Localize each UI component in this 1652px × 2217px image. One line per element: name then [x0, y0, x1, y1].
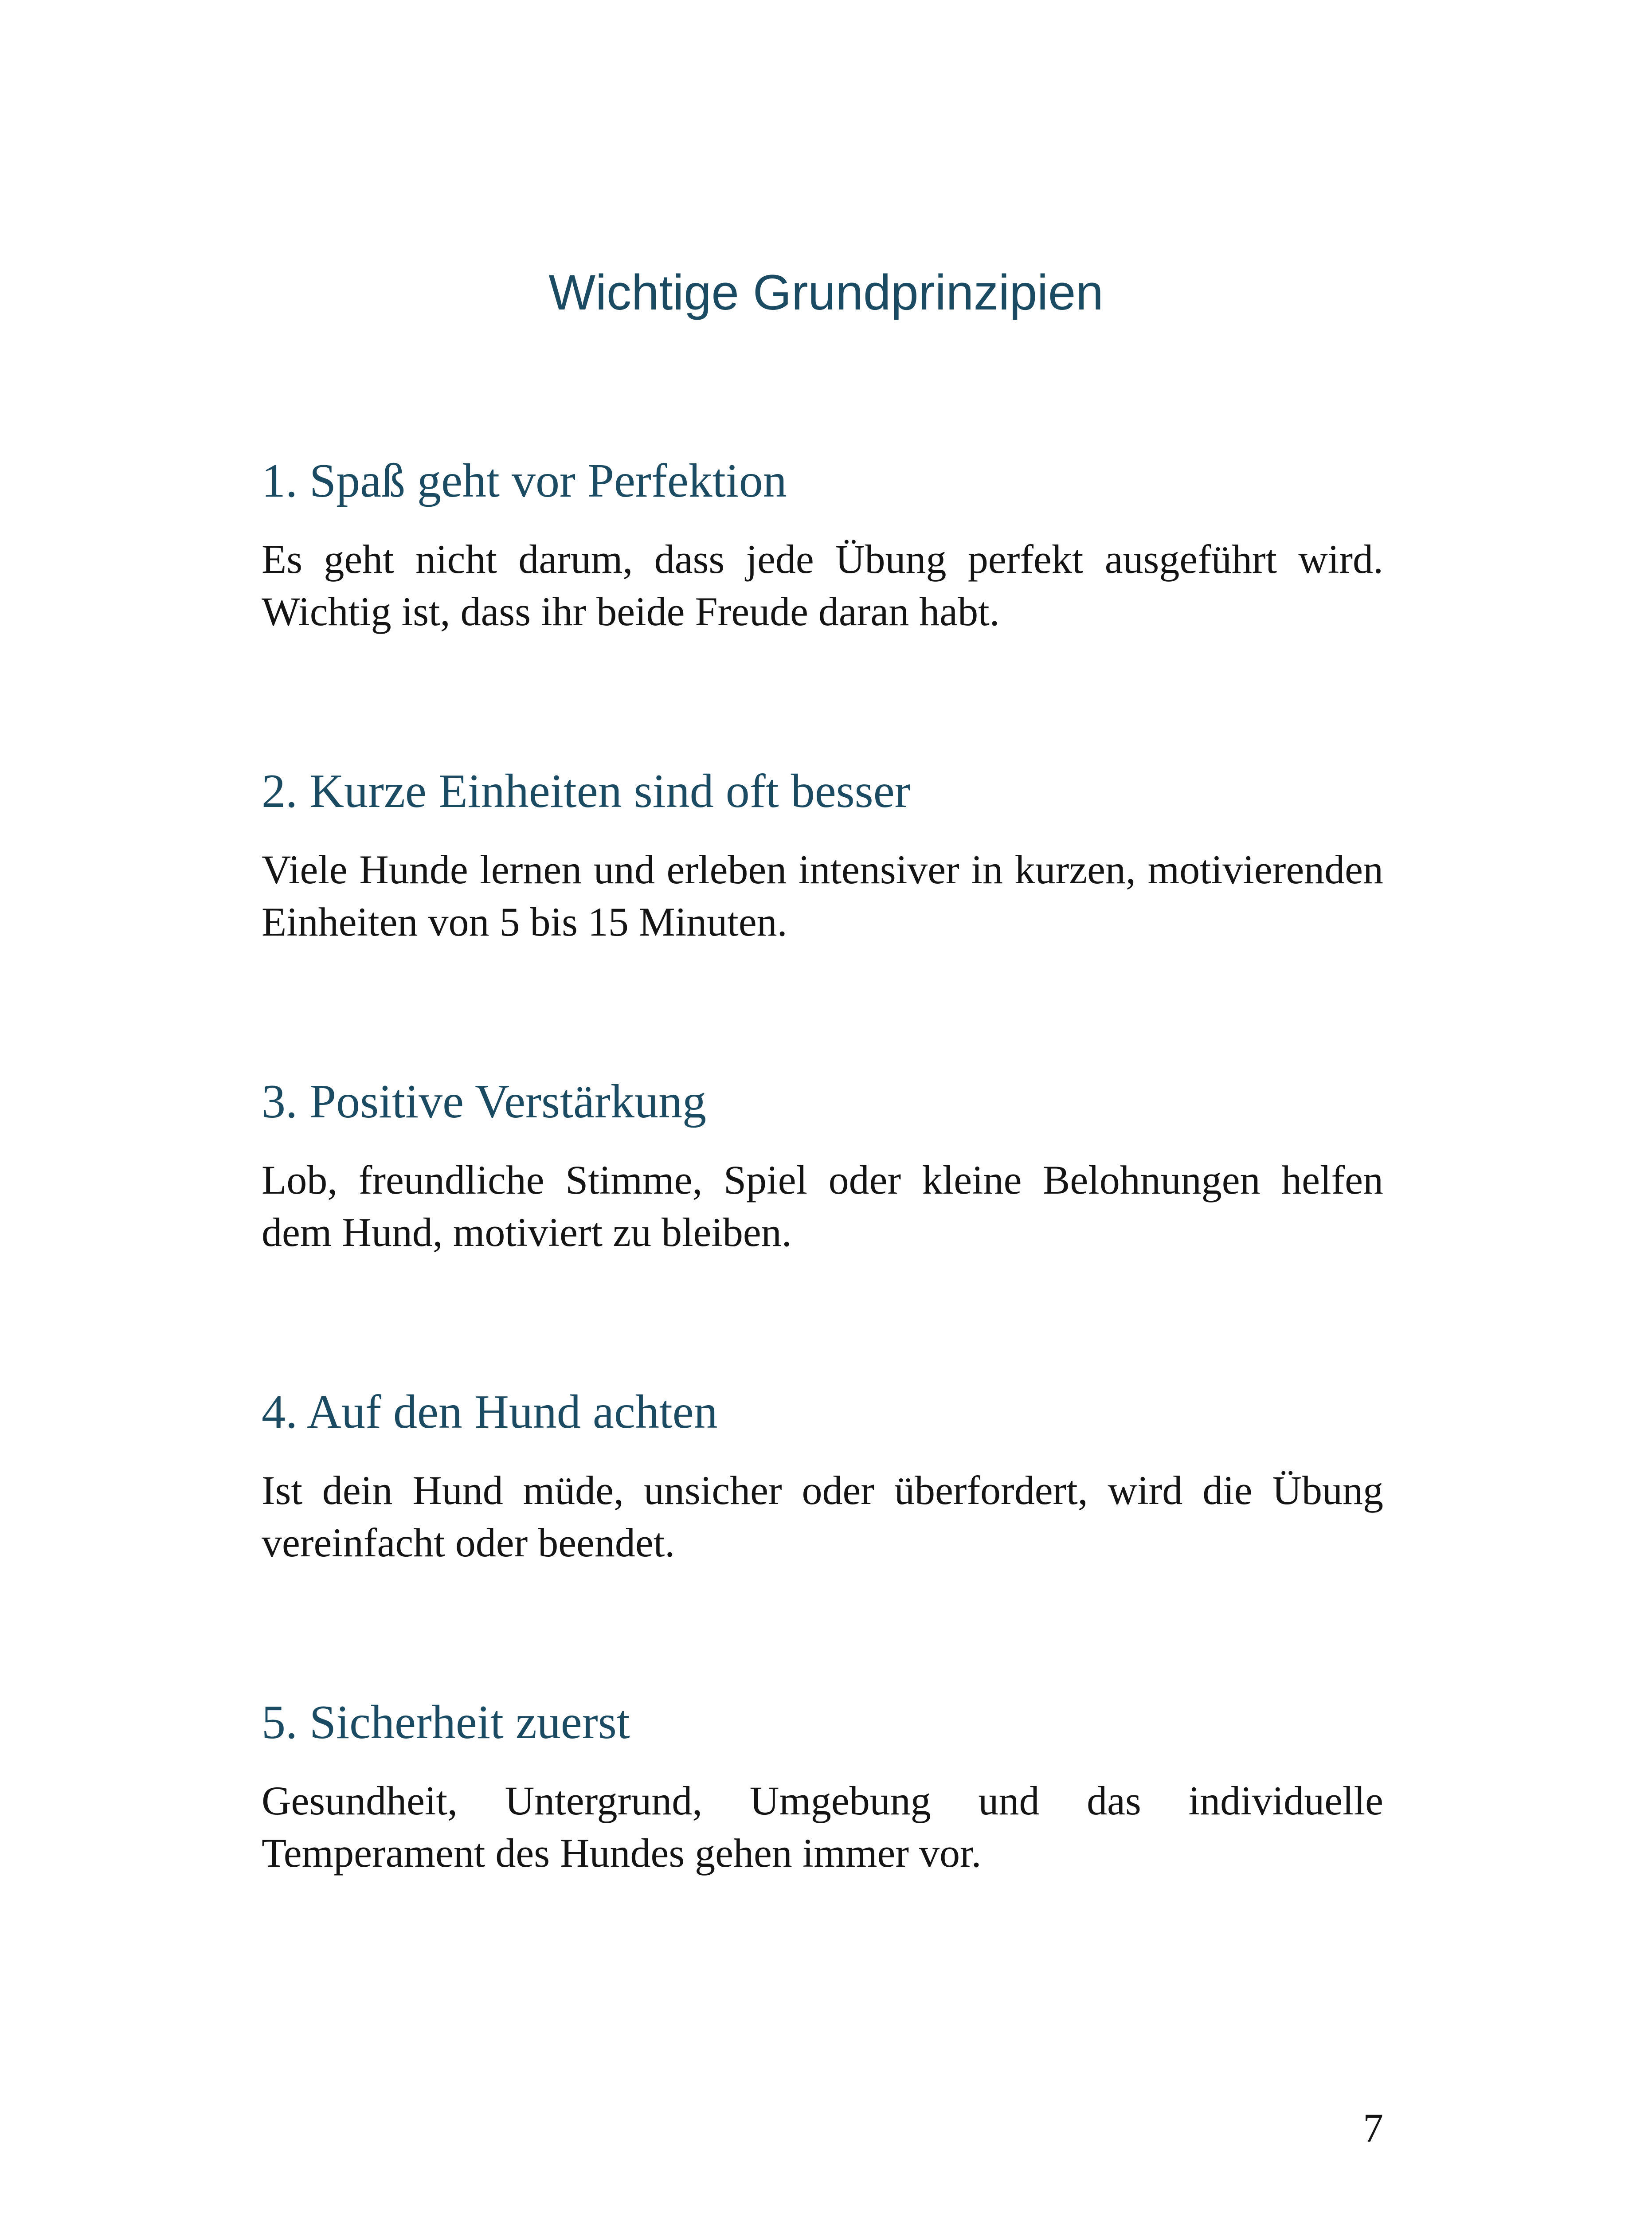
principle-heading: 4. Auf den Hund achten: [262, 1386, 718, 1438]
page-title: Wichtige Grundprinzipien: [548, 265, 1104, 320]
principle-section-5: [262, 1694, 1383, 1879]
principle-body: Ist dein Hund müde, unsicher oder überfordert, wird die Übung vereinfacht oder beendet.: [262, 1468, 1383, 1565]
principle-heading: 3. Positive Verstärkung: [262, 1075, 706, 1128]
principle-body: Es geht nicht darum, dass jede Übung perfekt ausgeführt wird. Wichtig ist, dass ihr beide Freude daran habt.: [262, 537, 1383, 634]
principle-section-4: [262, 1383, 1383, 1569]
principle-body: Gesundheit, Untergrund, Umgebung und das individuelle Temperament des Hundes gehen immer vor.: [262, 1778, 1383, 1876]
principle-section-1: [262, 452, 1383, 638]
page-number: 7: [1363, 2105, 1383, 2150]
principle-section-2: [262, 763, 1383, 948]
principle-heading: 2. Kurze Einheiten sind oft besser: [262, 765, 911, 818]
principle-section-3: [262, 1073, 1383, 1258]
principle-body: Lob, freundliche Stimme, Spiel oder kleine Belohnungen helfen dem Hund, motiviert zu bleiben.: [262, 1157, 1383, 1255]
principle-body: Viele Hunde lernen und erleben intensiver in kurzen, motivierenden Einheiten von 5 bis 15 Minuten.: [262, 847, 1383, 944]
principle-heading: 5. Sicherheit zuerst: [262, 1696, 630, 1749]
principle-heading: 1. Spaß geht vor Perfektion: [262, 454, 787, 507]
